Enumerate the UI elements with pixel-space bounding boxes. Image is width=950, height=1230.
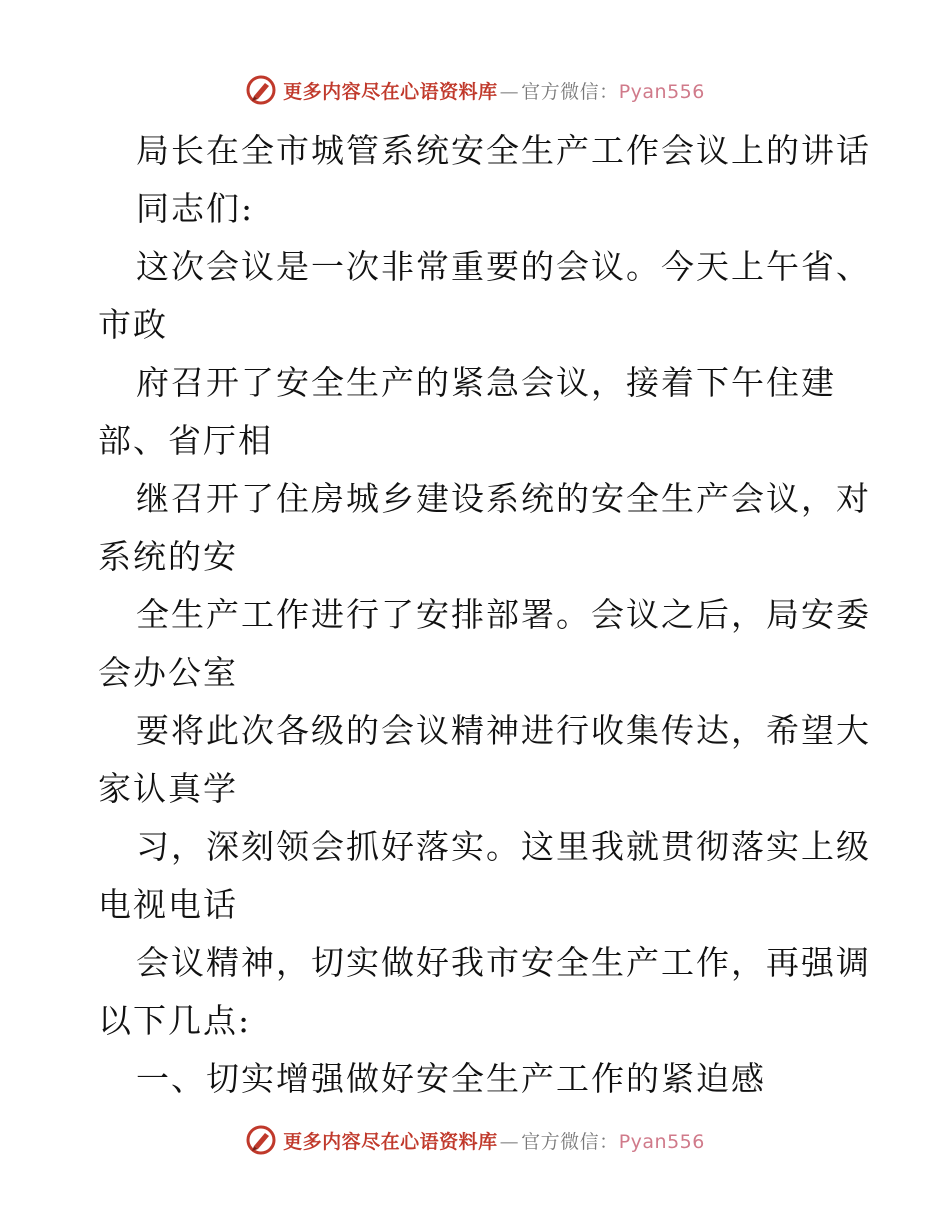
document-body (0, 122, 950, 1108)
paragraph-line: 家认真学 (98, 769, 238, 808)
watermark-footer (0, 1120, 950, 1160)
paragraph-line: 会办公室 (98, 653, 238, 692)
watermark-site: 更多内容尽在心语资料库 (283, 1130, 498, 1153)
paragraph-line: 继召开了住房城乡建设系统的安全生产会议，对 (136, 479, 871, 518)
paragraph-line: 习，深刻领会抓好落实。这里我就贯彻落实上级 (136, 827, 871, 866)
watermark-dash: — (499, 1130, 520, 1153)
paragraph-line: 要将此次各级的会议精神进行收集传达，希望大 (136, 711, 871, 750)
watermark-content (245, 1124, 705, 1156)
watermark-header (0, 70, 950, 110)
paragraph-line: 以下几点: (98, 1001, 252, 1040)
paragraph-line: 会议精神，切实做好我市安全生产工作，再强调 (136, 943, 871, 982)
document-title: 局长在全市城管系统安全生产工作会议上的讲话 (136, 131, 871, 170)
watermark-wechat-id: Pyan556 (618, 80, 705, 103)
paragraph-line: 市政 (98, 305, 168, 344)
pen-logo-icon (245, 1124, 277, 1156)
salutation: 同志们: (136, 189, 255, 228)
section-heading: 一、切实增强做好安全生产工作的紧迫感 (136, 1059, 766, 1098)
paragraph-line: 府召开了安全生产的紧急会议，接着下午住建 (136, 363, 836, 402)
watermark-site: 更多内容尽在心语资料库 (283, 80, 498, 103)
watermark-text (283, 77, 705, 104)
watermark-text (283, 1127, 705, 1154)
paragraph-line: 系统的安 (98, 537, 238, 576)
watermark-content (245, 74, 705, 106)
paragraph-line: 电视电话 (98, 885, 238, 924)
watermark-wechat-id: Pyan556 (618, 1130, 705, 1153)
watermark-wechat-label: 官方微信： (521, 80, 619, 103)
paragraph-line: 全生产工作进行了安排部署。会议之后，局安委 (136, 595, 871, 634)
watermark-wechat-label: 官方微信： (521, 1130, 619, 1153)
paragraph-line: 部、省厅相 (98, 421, 273, 460)
watermark-dash: — (499, 80, 520, 103)
paragraph-line: 这次会议是一次非常重要的会议。今天上午省、 (136, 247, 871, 286)
pen-logo-icon (245, 74, 277, 106)
